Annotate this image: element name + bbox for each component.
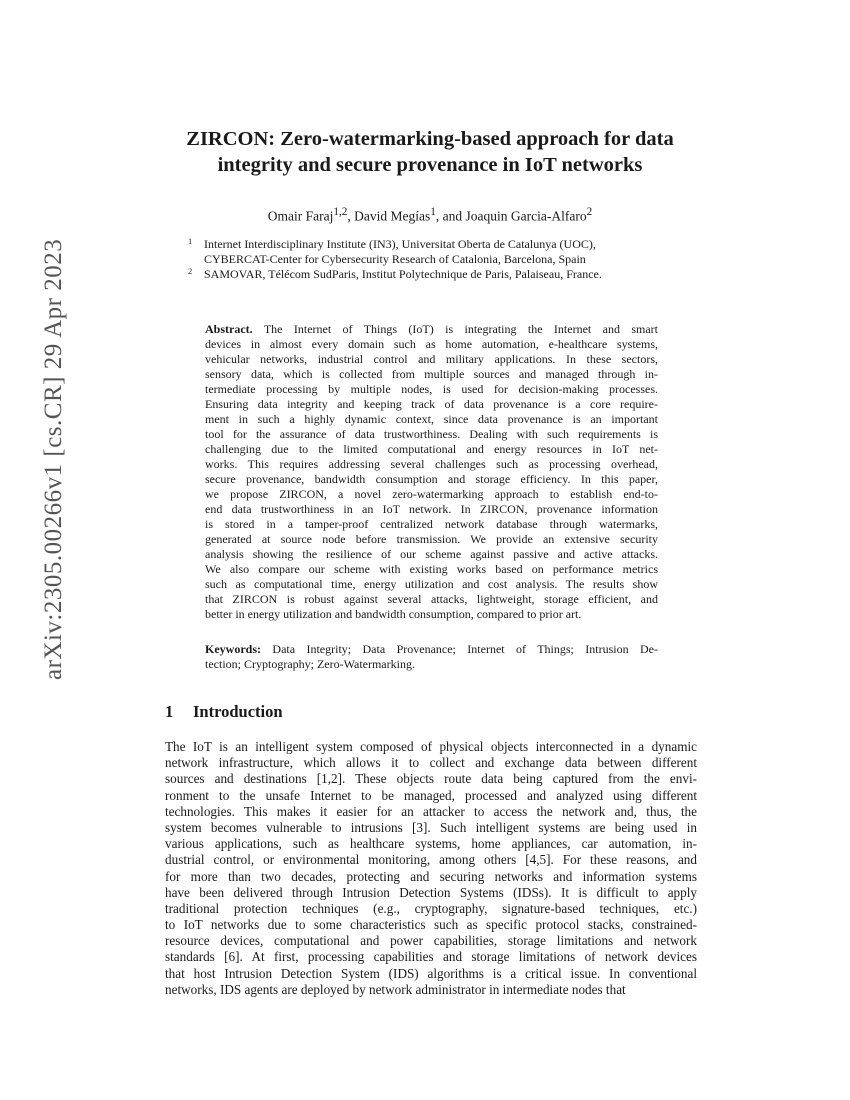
abstract-line: We also compare our scheme with existing works based on performance metrics — [205, 562, 658, 576]
abstract-line: works. This requires addressing several challenges such as processing overhead, — [205, 457, 658, 471]
author-1-affiliation: 1,2 — [333, 206, 348, 218]
intro-line: for more than two decades, protecting and securing networks and information systems — [165, 868, 697, 884]
abstract-line: that ZIRCON is robust against several attacks, lightweight, storage efficient, and — [205, 592, 658, 606]
intro-line: dustrial control, or environmental monitoring, among others [4,5]. For these reasons, and — [165, 852, 697, 868]
abstract-line: tool for the assurance of data trustworthiness. Dealing with such requirements is — [205, 427, 658, 441]
abstract-line: vehicular networks, industrial control and military applications. In these sectors, — [205, 352, 658, 366]
affiliation-number: 1 — [188, 236, 193, 246]
abstract-line: sensory data, which is collected from multiple sources and managed through in- — [205, 367, 658, 381]
author-2-affiliation: 1 — [430, 206, 436, 218]
intro-line: to IoT networks due to some characteristics such as specific protocol stacks, constrained- — [165, 917, 697, 933]
abstract-line: challenging due to the limited computational and energy resources in IoT net- — [205, 442, 658, 456]
abstract-line: analysis showing the resilience of our scheme against passive and active attacks. — [205, 547, 658, 561]
title-line-2: integrity and secure provenance in IoT networks — [217, 154, 643, 176]
arxiv-identifier: arXiv:2305.00266v1 [cs.CR] 29 Apr 2023 — [40, 238, 67, 680]
keywords-line: tection; Cryptography; Zero-Watermarking. — [205, 657, 415, 671]
intro-line: traditional protection techniques (e.g., cryptography, signature-based techniques, etc.) — [165, 900, 697, 916]
abstract-line: devices in almost every domain such as home automation, e-healthcare systems, — [205, 337, 658, 351]
abstract-line: secure provenance, bandwidth consumption and storage efficiency. In this paper, — [205, 472, 658, 486]
title-line-1: ZIRCON: Zero-watermarking-based approach for data — [186, 128, 674, 150]
paper-title — [140, 126, 720, 178]
intro-line: technologies. This makes it easier for an attacker to access the network and, thus, the — [165, 803, 697, 819]
affiliation-number: 2 — [188, 266, 193, 276]
affiliation-line: SAMOVAR, Télécom SudParis, Institut Polytechnique de Paris, Palaiseau, France. — [204, 267, 602, 281]
abstract-line: end data trustworthiness in an IoT network. In ZIRCON, provenance information — [205, 502, 658, 516]
affiliation-line: Internet Interdisciplinary Institute (IN3), Universitat Oberta de Catalunya (UOC), — [204, 237, 596, 251]
intro-line: The IoT is an intelligent system composed of physical objects interconnected in a dynamic — [165, 739, 697, 754]
author-1: Omair Faraj — [267, 208, 334, 224]
author-2: , David Megías — [347, 208, 431, 224]
abstract-line — [205, 322, 658, 337]
intro-line: networks, IDS agents are deployed by network administrator in intermediate nodes that — [165, 981, 626, 997]
abstract-line: termediate processing by multiple nodes, is used for decision-making processes. — [205, 382, 658, 396]
affiliation-line: CYBERCAT-Center for Cybersecurity Research of Catalonia, Barcelona, Spain — [204, 252, 586, 266]
keywords-label: Keywords: — [205, 642, 261, 656]
keywords — [205, 642, 658, 672]
introduction-text — [165, 739, 697, 998]
abstract — [205, 322, 658, 622]
intro-line: have been delivered through Intrusion Detection Systems (IDSs). It is difficult to apply — [165, 884, 697, 900]
intro-line: standards [6]. At first, processing capabilities and storage limitations of network devices — [165, 949, 697, 965]
author-3: , and Joaquin Garcia-Alfaro — [435, 208, 587, 224]
keywords-line — [205, 642, 658, 657]
abstract-line: generated at source node before transmission. We provide an extensive security — [205, 532, 658, 546]
section-heading — [165, 702, 283, 722]
author-list — [140, 206, 720, 225]
intro-line: sources and destinations [1,2]. These objects route data being captured from the envi- — [165, 771, 697, 787]
intro-line: ronment to the unsafe Internet to be managed, processed and analyzed using different — [165, 787, 697, 803]
abstract-line: Ensuring data integrity and keeping track of data provenance is a core require- — [205, 397, 658, 411]
abstract-line: is stored in a tamper-proof centralized network database through watermarks, — [205, 517, 658, 531]
keywords-text: Data Integrity; Data Provenance; Internet of Things; Intrusion De- — [261, 642, 658, 656]
intro-line: system becomes vulnerable to intrusions [3]. Such intelligent systems are being used in — [165, 819, 697, 835]
abstract-line: such as computational time, energy utilization and cost analysis. The results show — [205, 577, 658, 591]
intro-line: network infrastructure, which allows it to collect and exchange data between different — [165, 755, 697, 771]
author-3-affiliation: 2 — [586, 206, 593, 218]
abstract-line: we propose ZIRCON, a novel zero-watermarking approach to establish end-to- — [205, 487, 658, 501]
section-title: Introduction — [193, 702, 283, 721]
section-number: 1 — [165, 702, 174, 721]
abstract-line: better in energy utilization and bandwidth consumption, compared to prior art. — [205, 607, 582, 621]
intro-line: that host Intrusion Detection System (IDS) algorithms is a critical issue. In conventional — [165, 965, 697, 981]
abstract-text: The Internet of Things (IoT) is integrating the Internet and smart — [252, 322, 658, 336]
intro-line: various applications, such as healthcare systems, home appliances, car automation, in- — [165, 836, 697, 852]
abstract-line: ment in such a highly dynamic context, since data provenance is an important — [205, 412, 658, 426]
intro-line: resource devices, computational and power capabilities, storage limitations and network — [165, 933, 697, 949]
abstract-label: Abstract. — [205, 322, 253, 336]
